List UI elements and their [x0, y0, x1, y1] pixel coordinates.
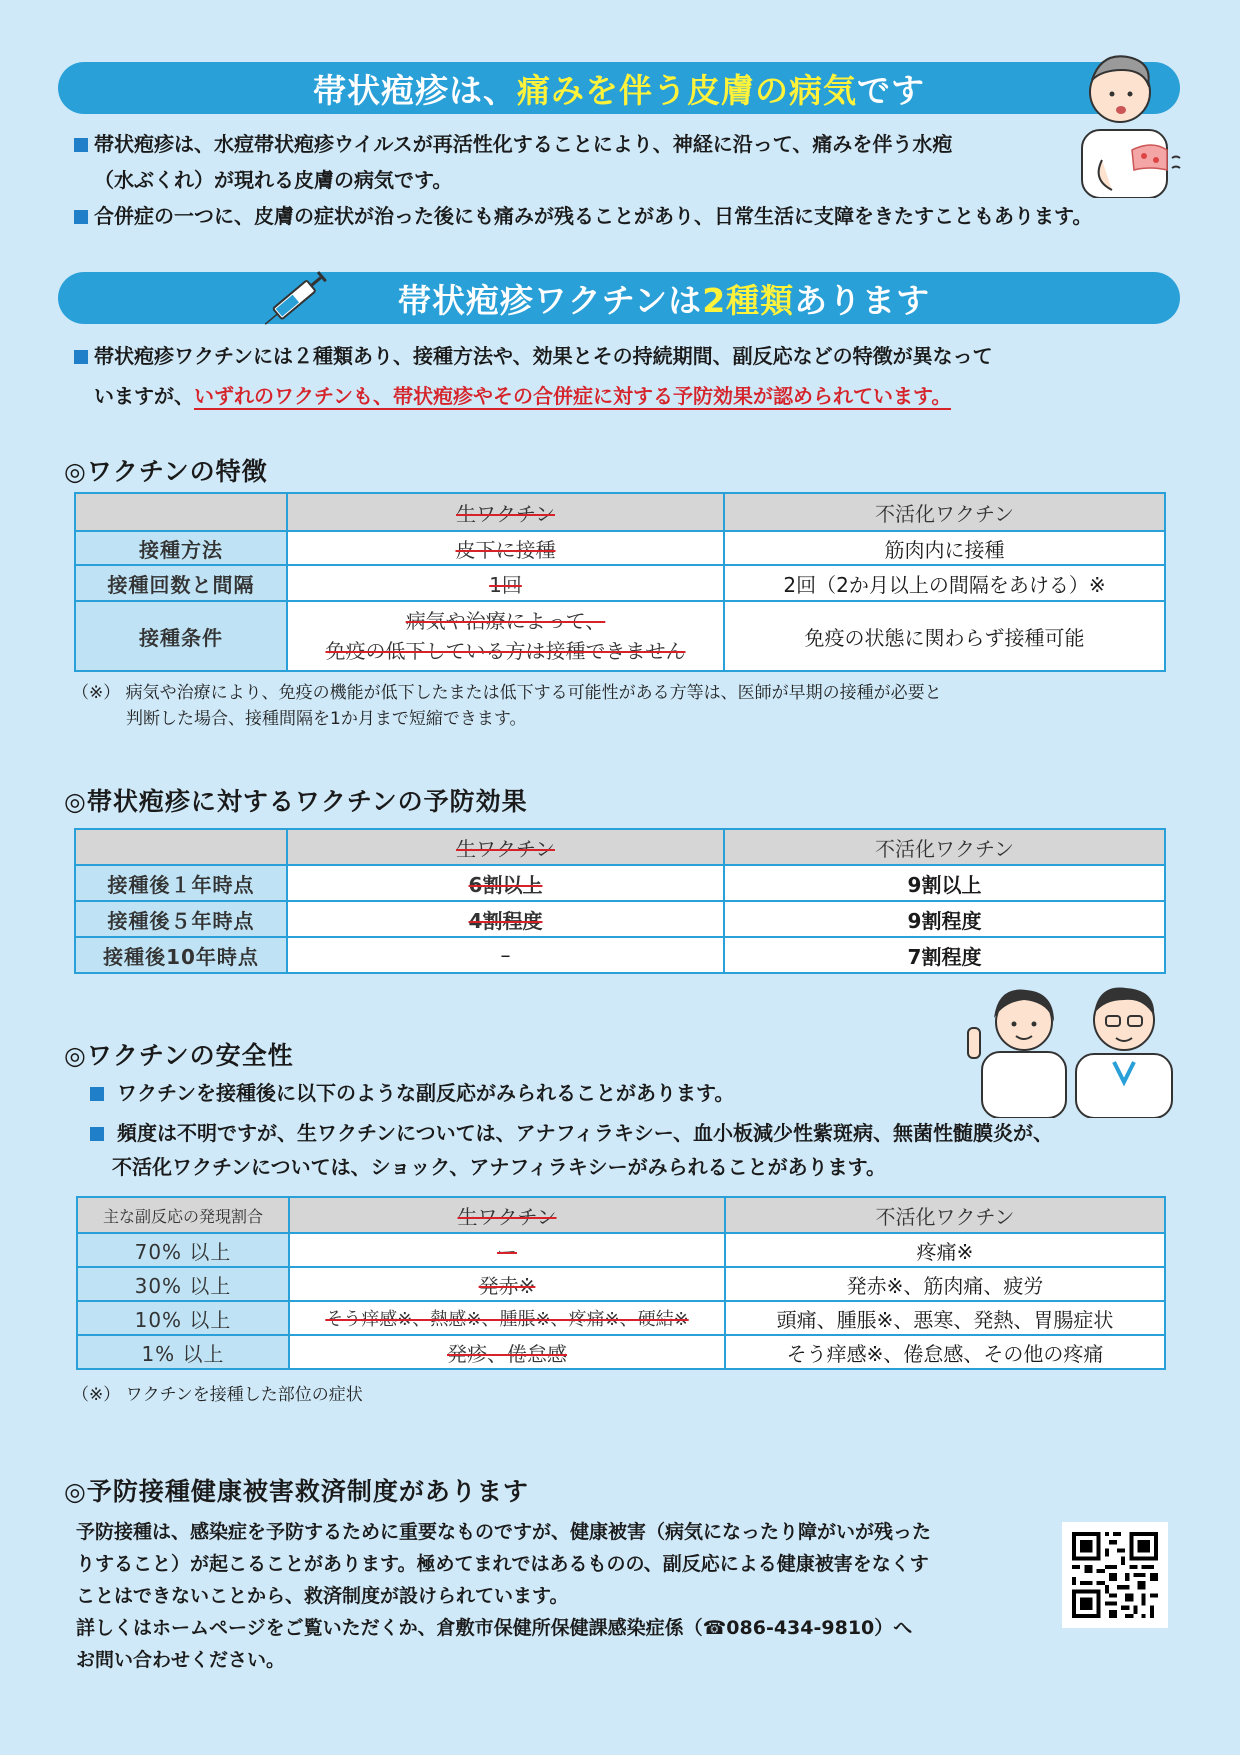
table-corner — [75, 829, 287, 865]
col-header-live: 生ワクチン — [287, 829, 724, 865]
vaccines-intro-line2-pre: いますが、 — [94, 384, 194, 408]
features-title: ◎ワクチンの特徴 — [64, 457, 268, 486]
cell-inactive: 9割以上 — [724, 865, 1165, 901]
cell-live: 皮下に接種 — [287, 531, 724, 565]
banner-title-shingles — [58, 62, 1180, 114]
square-bullet-icon — [90, 1127, 104, 1141]
safety-bullets — [90, 1076, 1160, 1184]
row-label: 接種方法 — [75, 531, 287, 565]
col-header-inactive: 不活化ワクチン — [725, 1197, 1165, 1233]
relief-title: ◎予防接種健康被害救済制度があります — [64, 1477, 529, 1506]
safety-bullet1: ワクチンを接種後に以下のような副反応がみられることがあります。 — [116, 1081, 735, 1105]
banner1-pre: 帯状疱疹は、 — [313, 70, 517, 110]
square-bullet-icon — [74, 138, 88, 152]
banner-title-vaccines — [58, 272, 1180, 324]
cell-live: 発赤※ — [289, 1267, 725, 1301]
cell-live: そう痒感※、熱感※、腫脹※、疼痛※、硬結※ — [289, 1301, 725, 1335]
cell-live: ー — [289, 1233, 725, 1267]
note-line2: 判断した場合、接種間隔を1か月まで短縮できます。 — [126, 709, 527, 729]
cell-inactive: 2回（2か月以上の間隔をあける）※ — [724, 565, 1165, 601]
col-header-inactive: 不活化ワクチン — [724, 829, 1165, 865]
col-header-live: 生ワクチン — [287, 493, 724, 531]
relief-line3: ことはできないことから、救済制度が設けられています。 — [76, 1585, 569, 1607]
intro-text — [74, 126, 1093, 234]
cell-live: 1回 — [287, 565, 724, 601]
row-label: 30% 以上 — [77, 1267, 289, 1301]
cell-live: 病気や治療によって、 免疫の低下している方は接種できません — [287, 601, 724, 671]
col-header-live: 生ワクチン — [289, 1197, 725, 1233]
safety-note: （※） ワクチンを接種した部位の症状 — [72, 1385, 363, 1405]
cell-inactive: 疼痛※ — [725, 1233, 1165, 1267]
row-label: 10% 以上 — [77, 1301, 289, 1335]
vaccines-intro — [74, 336, 1174, 416]
cell-inactive: 頭痛、腫脹※、悪寒、発熱、胃腸症状 — [725, 1301, 1165, 1335]
col-header-inactive: 不活化ワクチン — [724, 493, 1165, 531]
qr-code-icon[interactable] — [1062, 1522, 1168, 1628]
cell-inactive: 9割程度 — [724, 901, 1165, 937]
intro-p1-line2: （水ぶくれ）が現れる皮膚の病気です。 — [94, 168, 453, 192]
square-bullet-icon — [74, 210, 88, 224]
features-note — [72, 680, 1172, 732]
intro-p2: 合併症の一つに、皮膚の症状が治った後にも痛みが残ることがあり、日常生活に支障をきたすこともあります。 — [94, 204, 1093, 228]
banner1-post: です — [857, 70, 925, 110]
relief-line5: お問い合わせください。 — [76, 1649, 286, 1671]
row-label: 接種後５年時点 — [75, 901, 287, 937]
patient-illustration — [1072, 40, 1182, 198]
vaccines-intro-line1: 帯状疱疹ワクチンには２種類あり、接種方法や、効果とその持続期間、副反応などの特徴が異なって — [94, 344, 993, 368]
relief-line4: 詳しくはホームページをご覧いただくか、倉敷市保健所保健課感染症係（☎086-434-9810）へ — [76, 1617, 913, 1639]
square-bullet-icon — [90, 1087, 104, 1101]
safety-title: ◎ワクチンの安全性 — [64, 1041, 294, 1070]
safety-bullet2-line1: 頻度は不明ですが、生ワクチンについては、アナフィラキシー、血小板減少性紫斑病、無菌性髄膜炎が、 — [116, 1121, 1053, 1145]
intro-p1-line1: 帯状疱疹は、水痘帯状疱疹ウイルスが再活性化することにより、神経に沿って、痛みを伴う水疱 — [94, 132, 953, 156]
cell-inactive: 免疫の状態に関わらず接種可能 — [724, 601, 1165, 671]
row-label: 接種後１年時点 — [75, 865, 287, 901]
note-line1: 病気や治療により、免疫の機能が低下したまたは低下する可能性がある方等は、医師が早期の接種が必要と — [125, 683, 942, 703]
banner2-highlight: 2種類 — [702, 280, 795, 320]
efficacy-title: ◎帯状疱疹に対するワクチンの予防効果 — [64, 787, 528, 816]
relief-line1: 予防接種は、感染症を予防するために重要なものですが、健康被害（病気になったり障がいが残った — [76, 1521, 932, 1543]
cell-inactive: 7割程度 — [724, 937, 1165, 973]
note-mark: （※） — [72, 683, 121, 703]
relief-text — [76, 1516, 1056, 1676]
banner2-post: あります — [794, 280, 931, 320]
cell-live: 発疹、倦怠感 — [289, 1335, 725, 1369]
banner1-highlight: 痛みを伴う皮膚の病気 — [517, 70, 857, 110]
banner2-pre: 帯状疱疹ワクチンは — [397, 280, 703, 320]
cell-inactive: 発赤※、筋肉痛、疲労 — [725, 1267, 1165, 1301]
square-bullet-icon — [74, 350, 88, 364]
cell-live: 6割以上 — [287, 865, 724, 901]
row-label: 1% 以上 — [77, 1335, 289, 1369]
row-label: 接種条件 — [75, 601, 287, 671]
cell-live: 4割程度 — [287, 901, 724, 937]
adverse-reactions-table — [76, 1196, 1166, 1370]
features-table — [74, 492, 1166, 672]
row-label: 70% 以上 — [77, 1233, 289, 1267]
vaccines-intro-emphasis: いずれのワクチンも、帯状疱疹やその合併症に対する予防効果が認められています。 — [194, 384, 952, 408]
cell-inactive: そう痒感※、倦怠感、その他の疼痛 — [725, 1335, 1165, 1369]
cell-live: – — [287, 937, 724, 973]
row-label: 接種回数と間隔 — [75, 565, 287, 601]
syringe-icon — [258, 260, 338, 336]
safety-bullet2-line2: 不活化ワクチンについては、ショック、アナフィラキシーがみられることがあります。 — [112, 1155, 886, 1179]
relief-line2: りすること）が起こることがあります。極めてまれではあるものの、副反応による健康被害をなくす — [76, 1553, 929, 1575]
col-header-frequency: 主な副反応の発現割合 — [77, 1197, 289, 1233]
row-label: 接種後10年時点 — [75, 937, 287, 973]
cell-inactive: 筋肉内に接種 — [724, 531, 1165, 565]
efficacy-table — [74, 828, 1166, 974]
table-corner — [75, 493, 287, 531]
